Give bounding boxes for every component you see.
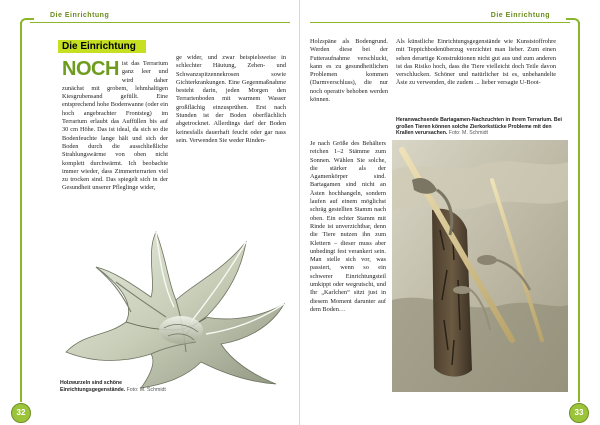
page-number: 33 (569, 403, 589, 423)
page-number: 32 (11, 403, 31, 423)
page-frame-line (578, 392, 580, 402)
running-head: Die Einrichtung (50, 12, 110, 19)
body-text: ge wider, und zwar beispielsweise in schlechter Häutung, Zehen- und Schwanzspitzennekrosen sowie Gichterkrankungen. Eine Gegenmaßnahme besteht darin, jeden Morgen den Terrarienboden mit warmem Wasser großflächig einzusprühen. Erst nach Stunden ist der Boden oberflächlich abgetrocknet. Allerdings darf der Boden keinesfalls dauerhaft feucht oder gar nass sein. Verwenden Sie weder Rinden- (176, 54, 286, 144)
caption-text: Holzwurzeln sind schöne Einrichtungsgegenstände. (60, 380, 126, 393)
body-text: Holzspäne als Bodengrund. Werden diese bei der Futteraufnahme verschluckt, kann es zu gesundheitlichen Problemen kommen (Darmverschluss), die nur noch operativ behoben werden können. (310, 38, 388, 104)
photo-credit: Foto: M. Schmidt (448, 130, 488, 136)
chapter-title: Die Einrichtung (62, 41, 136, 52)
text-column (396, 38, 556, 88)
running-head: Die Einrichtung (490, 12, 550, 19)
page-frame-line (20, 22, 22, 392)
body-text: Je nach Größe des Behälters reichen 1–2 Stämme zum Sonnen. Wählen Sie solche, die stärker als der Agamenkörper sind. Bartagamen sind nicht an Ästen hochhangeln, sondern laufen auf einem möglichst schräg gestellten Stamm nach oben. Ein echter Stamm mit Rinde ist unverzichtbar, denn die Tiere nutzen ihn zum Klettern – dieser muss aber unbedingt fest verankert sein. Man stelle sich vor, was passiert, wenn so ein schwerer Einrichtungsteil umkippt oder wegrutscht, und Ihr „Karlchen“ sitzt just in diesem Moment darunter auf dem Boden… (310, 140, 386, 313)
text-column (176, 54, 286, 145)
drop-cap: NOCH (62, 58, 119, 80)
header-rule (30, 22, 290, 23)
page-frame-line (578, 22, 580, 392)
text-column (310, 38, 388, 104)
header-rule (310, 22, 570, 23)
text-column (62, 60, 168, 193)
driftwood-photo (56, 212, 290, 392)
bearded-dragon-terrarium-photo (392, 140, 568, 392)
right-page (300, 0, 600, 425)
body-text: ist das Terrarium ganz leer und wird daher zunächst mit grobem, lehmhaltigen Kiesgrubensand gefüllt. Eine entsprechend hohe Bodenwanne (oder ein hoch angebrachter Frontsteg) im Terrarium erlaubt das Auffüllen bis auf 30 cm Höhe. Das ist ideal, da sich so die Bodenfeuchte lange hält und sich der Boden durch die ausschließliche Strahlungswärme von oben nicht komplett durchwärmt. Ich beobachte immer wieder, dass Zimmerterrarien viel zu trocken sind. Das spiegelt sich in der Gesundheit unserer Pfleglinge wider, (62, 60, 168, 192)
page-frame-line (20, 392, 22, 402)
photo-caption (60, 380, 170, 393)
text-column (310, 140, 386, 314)
caption-text: Heranwachsende Bartagamen-Nachzuchten in ihrem Terrarium. Bei großen Tieren können solche Zierkorkstücke Probleme mit den Krallen verursachen. (396, 117, 562, 136)
photo-caption (396, 117, 564, 137)
photo-credit: Foto: M. Schmidt (126, 386, 166, 393)
body-text: Als künstliche Einrichtungsgegenstände wie Kunststoffrohre mit Teppichbodenüberzug verzichtet man lieber. Zum einen sehen derartige Konstruktionen nicht gut aus und zum anderen ist das Risiko hoch, dass die Tiere vielleicht doch Teile davon verschlucken. Schöner und natürlicher ist es, unbehandelte Äste zu verwenden, die zudem ... lieber versagte U-Boot- (396, 38, 556, 87)
